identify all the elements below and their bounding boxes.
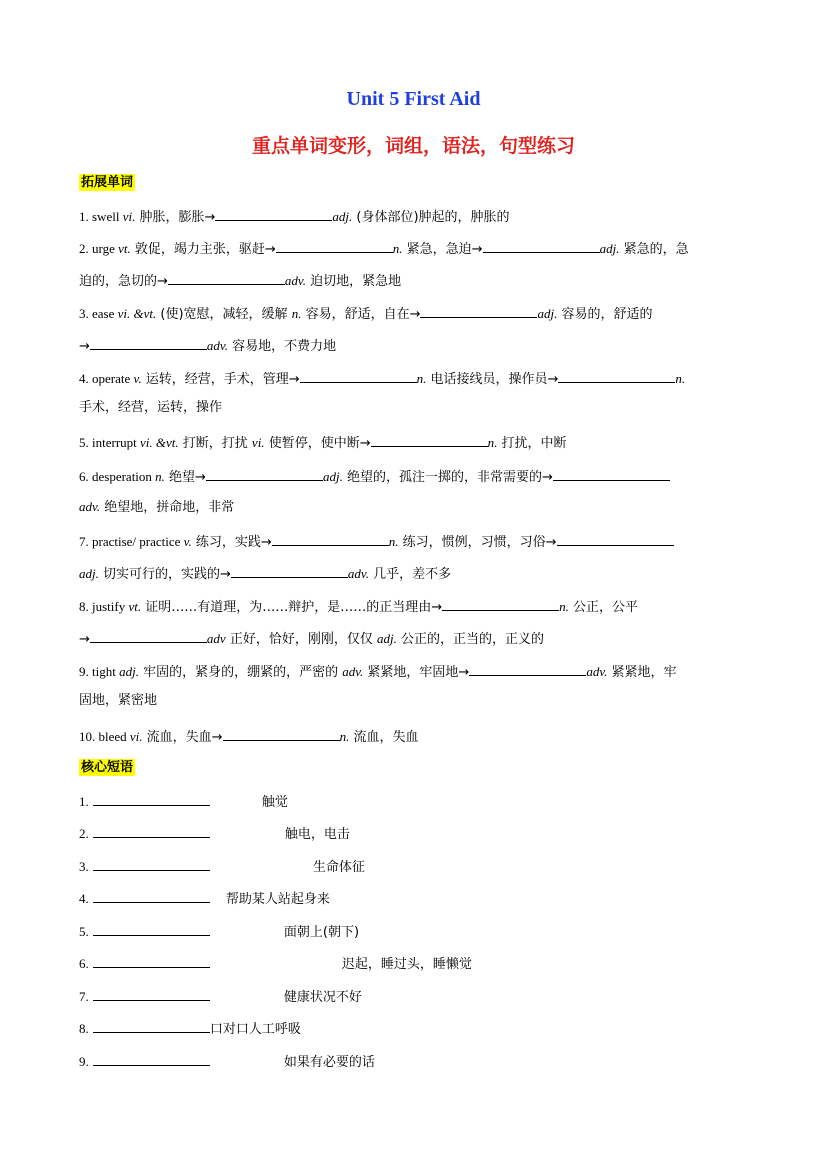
meaning: 电话接线员，操作员→	[426, 372, 559, 387]
phrase-meaning: 如果有必要的话	[283, 1055, 375, 1070]
vocab-item-urge	[79, 238, 749, 259]
answer-blank[interactable]	[206, 466, 323, 481]
pos: adv.	[347, 566, 369, 581]
phrase-meaning: 触电，电击	[284, 827, 350, 842]
section-heading-text: 核心短语	[81, 760, 134, 775]
meaning: 练习，惯例，习惯，习俗→	[398, 535, 557, 550]
word: 7. practise/ practice	[79, 534, 184, 549]
meaning: 肿胀，膨胀→	[135, 210, 216, 225]
meaning: 打扰，中断	[497, 436, 567, 451]
pos: adj.	[332, 209, 353, 224]
meaning: 绝望→	[164, 470, 206, 485]
meaning: 练习，实践→	[191, 535, 272, 550]
pos: n.	[675, 371, 686, 386]
meaning: 紧紧地，牢	[607, 665, 677, 680]
item-number: 4.	[79, 891, 89, 906]
answer-blank[interactable]	[442, 596, 559, 611]
answer-blank[interactable]	[93, 1051, 210, 1066]
meaning: 固地，紧密地	[79, 693, 158, 708]
pos: adj.	[376, 631, 397, 646]
meaning: 绝望的，孤注一掷的，非常需要的→	[342, 470, 553, 485]
answer-blank[interactable]	[223, 726, 340, 741]
pos: adv.	[284, 273, 306, 288]
item-number: 5.	[79, 924, 89, 939]
pos: adj.	[599, 241, 620, 256]
word: 10. bleed	[79, 729, 130, 744]
page-subtitle: 重点单词变形，词组，语法，句型练习	[251, 135, 575, 157]
answer-blank[interactable]	[90, 335, 207, 350]
meaning: 切实可行的，实践的→	[98, 567, 231, 582]
meaning: 运转，经营，手术，管理→	[141, 372, 300, 387]
phrase-meaning: 触觉	[261, 795, 288, 810]
meaning: 几乎，差不多	[368, 567, 452, 582]
meaning: 迫的，急切的→	[79, 274, 168, 289]
answer-blank[interactable]	[93, 856, 210, 871]
vocab-item-swell	[79, 206, 749, 227]
phrase-item	[79, 953, 749, 974]
phrase-meaning: 帮助某人站起身来	[225, 892, 330, 907]
answer-blank[interactable]	[93, 791, 210, 806]
vocab-item-ease-cont	[79, 335, 749, 356]
meaning: 证明……有道理，为……辩护，是……的正当理由→	[141, 600, 443, 615]
answer-blank[interactable]	[300, 368, 417, 383]
pos: vt.	[128, 599, 142, 614]
word: 3. ease	[79, 306, 118, 321]
word: 6. desperation	[79, 469, 156, 484]
pos: n.	[559, 599, 569, 614]
item-number: 6.	[79, 956, 89, 971]
word: 4. operate	[79, 371, 134, 386]
meaning: 敦促，竭力主张，驱赶→	[130, 242, 276, 257]
pos: n.	[339, 729, 350, 744]
meaning: 绝望地，拼命地，非常	[100, 500, 235, 515]
phrase-item	[79, 986, 749, 1007]
pos: n.	[416, 371, 427, 386]
answer-blank[interactable]	[93, 986, 210, 1001]
answer-blank[interactable]	[371, 432, 488, 447]
phrase-meaning: 面朝上(朝下)	[283, 925, 360, 940]
word: 9. tight	[79, 664, 120, 679]
pos: n.	[291, 306, 302, 321]
answer-blank[interactable]	[272, 531, 389, 546]
pos: vi.	[251, 435, 265, 450]
phrase-item	[79, 888, 749, 909]
answer-blank[interactable]	[93, 888, 210, 903]
meaning: (身体部位)肿起的，肿胀的	[352, 210, 510, 225]
phrase-item	[79, 921, 749, 942]
answer-blank[interactable]	[168, 270, 285, 285]
phrase-meaning: 健康状况不好	[283, 990, 362, 1005]
section-heading-vocabulary: 拓展单词	[81, 175, 134, 190]
phrase-item	[79, 856, 749, 877]
phrase-meaning: 迟起，睡过头，睡懒觉	[341, 957, 472, 972]
pos: vi.	[129, 729, 143, 744]
meaning: 迫切地，紧急地	[305, 274, 402, 289]
answer-blank[interactable]	[90, 628, 207, 643]
pos: adj.	[119, 664, 139, 679]
vocab-item-desperation-cont	[79, 498, 749, 517]
meaning: 牢固的，紧身的，绷紧的，严密的	[138, 665, 343, 680]
meaning: 正好，恰好，刚刚，仅仅	[225, 632, 377, 647]
answer-blank[interactable]	[93, 823, 210, 838]
item-number: 8.	[79, 1021, 89, 1036]
pos: v.	[133, 371, 142, 386]
section-heading-phrases	[79, 759, 135, 776]
phrase-item	[79, 823, 749, 844]
phrase-item	[79, 791, 749, 812]
meaning: 紧紧地，牢固地→	[363, 665, 470, 680]
answer-blank[interactable]	[553, 466, 670, 481]
meaning: 容易，舒适，自在→	[301, 307, 421, 322]
pos: v.	[183, 534, 192, 549]
vocab-item-operate-cont	[79, 399, 749, 417]
meaning: 手术，经营，运转，操作	[79, 400, 223, 415]
vocab-item-justify	[79, 596, 749, 617]
pos: adj.	[79, 566, 99, 581]
phrase-item	[79, 1018, 749, 1039]
vocab-item-practise	[79, 531, 749, 552]
vocab-item-ease	[79, 303, 749, 324]
meaning: 公正的，正当的，正义的	[396, 632, 544, 647]
page-title: Unit 5 First Aid	[346, 88, 481, 110]
pos: n.	[487, 435, 498, 450]
vocab-item-tight	[79, 661, 749, 682]
meaning: 容易的，舒适的	[557, 307, 653, 322]
answer-blank[interactable]	[469, 661, 586, 676]
vocab-item-practise-cont	[79, 563, 749, 584]
arrow: →	[79, 632, 90, 647]
pos: n.	[155, 469, 165, 484]
phrase-item	[79, 1051, 749, 1072]
meaning: 容易地，不费力地	[227, 339, 337, 354]
meaning: (使)宽慰，减轻，缓解	[156, 307, 292, 322]
pos: vi. &vt.	[117, 306, 157, 321]
pos: adj.	[537, 306, 558, 321]
item-number: 1.	[79, 794, 89, 809]
item-number: 3.	[79, 859, 89, 874]
meaning: 使暂停，使中断→	[264, 436, 371, 451]
answer-blank[interactable]	[420, 303, 537, 318]
pos: vi.	[122, 209, 136, 224]
pos: adv.	[79, 499, 101, 514]
vocab-item-urge-cont	[79, 270, 749, 291]
meaning: 打断，打扰	[178, 436, 252, 451]
answer-blank[interactable]	[215, 206, 332, 221]
answer-blank[interactable]	[558, 368, 675, 383]
pos: adj.	[322, 469, 343, 484]
meaning: 流血，失血→	[142, 730, 223, 745]
arrow: →	[79, 339, 90, 354]
word: 8. justify	[79, 599, 129, 614]
vocab-item-bleed	[79, 726, 749, 747]
item-number: 2.	[79, 826, 89, 841]
meaning: 紧急，急迫→	[402, 242, 483, 257]
vocab-item-operate	[79, 368, 749, 389]
pos: n.	[388, 534, 399, 549]
answer-blank[interactable]	[276, 238, 393, 253]
word: 1. swell	[79, 209, 123, 224]
answer-blank[interactable]	[231, 563, 348, 578]
word: 2. urge	[79, 241, 119, 256]
answer-blank[interactable]	[93, 1018, 210, 1033]
item-number: 7.	[79, 989, 89, 1004]
pos: adv.	[342, 664, 364, 679]
phrase-meaning: 口对口人工呼吸	[209, 1022, 301, 1037]
vocab-item-desperation	[79, 466, 749, 487]
item-number: 9.	[79, 1054, 89, 1069]
pos: adv.	[586, 664, 608, 679]
meaning: 紧急的，急	[619, 242, 689, 257]
answer-blank[interactable]	[557, 531, 674, 546]
meaning: 流血，失血	[349, 730, 419, 745]
answer-blank[interactable]	[93, 921, 210, 936]
word: 5. interrupt	[79, 435, 141, 450]
pos: vi. &vt.	[140, 435, 179, 450]
pos: vt.	[118, 241, 131, 256]
vocab-item-tight-cont	[79, 692, 749, 710]
pos: adv	[206, 631, 226, 646]
phrase-meaning: 生命体征	[312, 860, 365, 875]
vocab-item-justify-cont	[79, 628, 749, 649]
pos: n.	[392, 241, 403, 256]
answer-blank[interactable]	[93, 953, 210, 968]
pos: adv.	[206, 338, 228, 353]
vocab-item-interrupt	[79, 432, 749, 453]
answer-blank[interactable]	[483, 238, 600, 253]
meaning: 公正，公平	[568, 600, 639, 615]
